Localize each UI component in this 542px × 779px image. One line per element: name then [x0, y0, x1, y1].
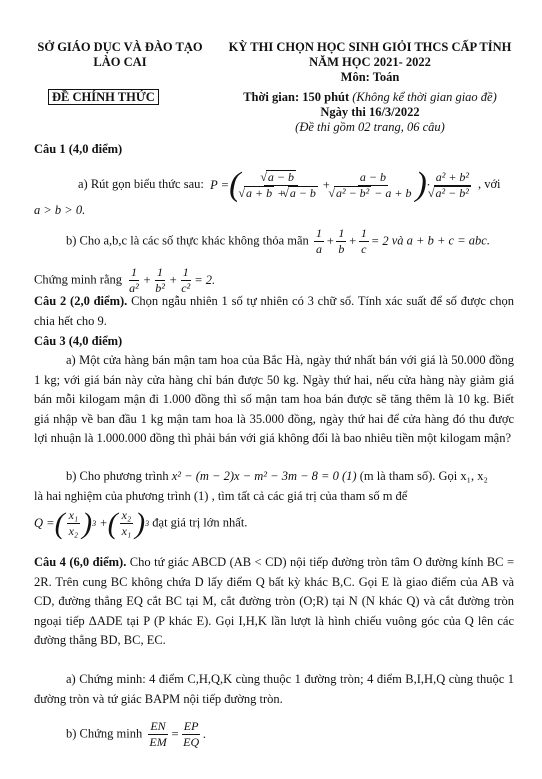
school-year: NĂM HỌC 2021- 2022 — [309, 55, 431, 69]
q3b-max: đạt giá trị lớn nhất. — [152, 515, 248, 530]
q1b-prove-formula: $\frac{1}{\text{a²}}$ + $\frac{1}{\text{b²}}$ + $\frac{1}{\text{c²}}$ = 2. — [129, 265, 216, 295]
q1b-text: b) Cho a,b,c là các số thực khác không thỏa mãn — [66, 233, 309, 248]
q3b-param: (m là tham số). Gọi x₁, x₂ — [359, 469, 488, 483]
q3b-equation: x² − (m − 2)x − m² − 3m − 8 = 0 (1) — [171, 469, 357, 483]
q4b-line — [66, 719, 206, 750]
q2-block — [34, 292, 514, 331]
department-name: SỞ GIÁO DỤC VÀ ĐÀO TẠO — [37, 40, 203, 54]
q1b-line — [66, 226, 490, 257]
q1b-and: và a + b + c = abc. — [391, 233, 490, 248]
q3b-formula: Q = ( $\frac{\text{x₁}}{\text{x₂}}$ ) 3 + ( $\frac{\text{x₂}}{\text{x₁}}$ ) 3 — [34, 506, 150, 540]
q2-text: Chọn ngẫu nhiên 1 số tự nhiên có 3 chữ số. Tính xác suất để số được chọn chia hết cho 9. — [34, 294, 514, 328]
exam-time: Thời gian: 150 phút (Không kể thời gian giao đề) — [243, 90, 497, 104]
q1a-with: , với — [477, 176, 501, 191]
q2-title: Câu 2 (2,0 điểm). — [34, 294, 128, 308]
q3b-line2: là hai nghiệm của phương trình (1) , tìm tất cả các giá trị của tham số m để — [34, 489, 408, 503]
q4-title: Câu 4 (6,0 điểm). — [34, 555, 127, 569]
pages-note: (Đề thi gồm 02 trang, 06 câu) — [295, 120, 445, 134]
q3b-expression — [34, 508, 247, 539]
q3b-intro: b) Cho phương trình — [66, 469, 169, 483]
q1a-formula: P = ( √ a − b √ a + b + √ a − b + a − b √ a² − b² − a + b ) · a² + b² √ a² − b² — [207, 168, 475, 202]
q4-block — [34, 553, 514, 651]
q1a-intro: a) Rút gọn biểu thức sau: — [78, 176, 204, 191]
q1a-line — [78, 168, 501, 202]
q1b-prove-label: Chứng minh rằng — [34, 272, 123, 287]
subject: Môn: Toán — [340, 70, 400, 84]
q4-text: Cho tứ giác ABCD (AB < CD) nội tiếp đường tròn tâm O đường kính BC = 2R. Trên cung BC không chứa D lấy điểm Q bất kỳ khác B,C. Gọi E là giao điểm của AB và CD, đường thẳng EQ cắt BC tại M, cắt đường tròn (O;R) tại N (N khác Q) và cắt đường tròn ngoại tiếp ΔADE tại P (P khác E). Gọi I,H,K lần lượt là hình chiếu vuông góc của Q lên các đường thẳng BD, BC, EC. — [34, 555, 515, 647]
official-label: ĐỀ CHÍNH THỨC — [48, 90, 159, 105]
q1a-condition: a > b > 0. — [34, 203, 86, 217]
exam-title: KỲ THI CHỌN HỌC SINH GIỎI THCS CẤP TỈNH — [228, 40, 512, 54]
exam-date: Ngày thi 16/3/2022 — [320, 105, 420, 119]
q3-title: Câu 3 (4,0 điểm) — [34, 334, 123, 348]
q4a-text: a) Chứng minh: 4 điểm C,H,Q,K cùng thuộc 1 đường tròn; 4 điểm B,I,H,Q cùng thuộc 1 đường tròn và tứ giác BAPM nội tiếp đường tròn. — [34, 672, 514, 706]
q3a-text: a) Một cửa hàng bán mận tam hoa của Bắc Hà, ngày thứ nhất bán với giá là 50.000 đồng 1 kg; với giá bán này cửa hàng chỉ bán được 50 kg. Ngày thứ hai, nếu cửa hàng này giảm giá bán mỗi kilogam mận đi 1.000 đồng thì số mận tam hoa bán được sẽ tăng thêm là 10 kg. Biết giá nhập về ban đầu 1 kg mận tam hoa là 35.000 đồng, ngày thứ hai để cửa hàng đó thu được lợi nhuận là 1.000.000 đồng thì phải bán với giá không đổi là bao nhiêu tiền một kilogam mận? — [34, 353, 514, 445]
q1-title: Câu 1 (4,0 điểm) — [34, 142, 123, 156]
q3b-line1 — [66, 467, 488, 486]
province-name: LÀO CAI — [93, 55, 147, 69]
q4b-text: b) Chứng minh — [66, 726, 143, 741]
q1b-formula: $\frac{1}{a}$ + $\frac{1}{b}$ + $\frac{1}{c}$ = 2 — [315, 226, 389, 256]
q4b-formula: $\frac{EN}{EM}$ = $\frac{EP}{EQ}$ . — [149, 719, 207, 749]
